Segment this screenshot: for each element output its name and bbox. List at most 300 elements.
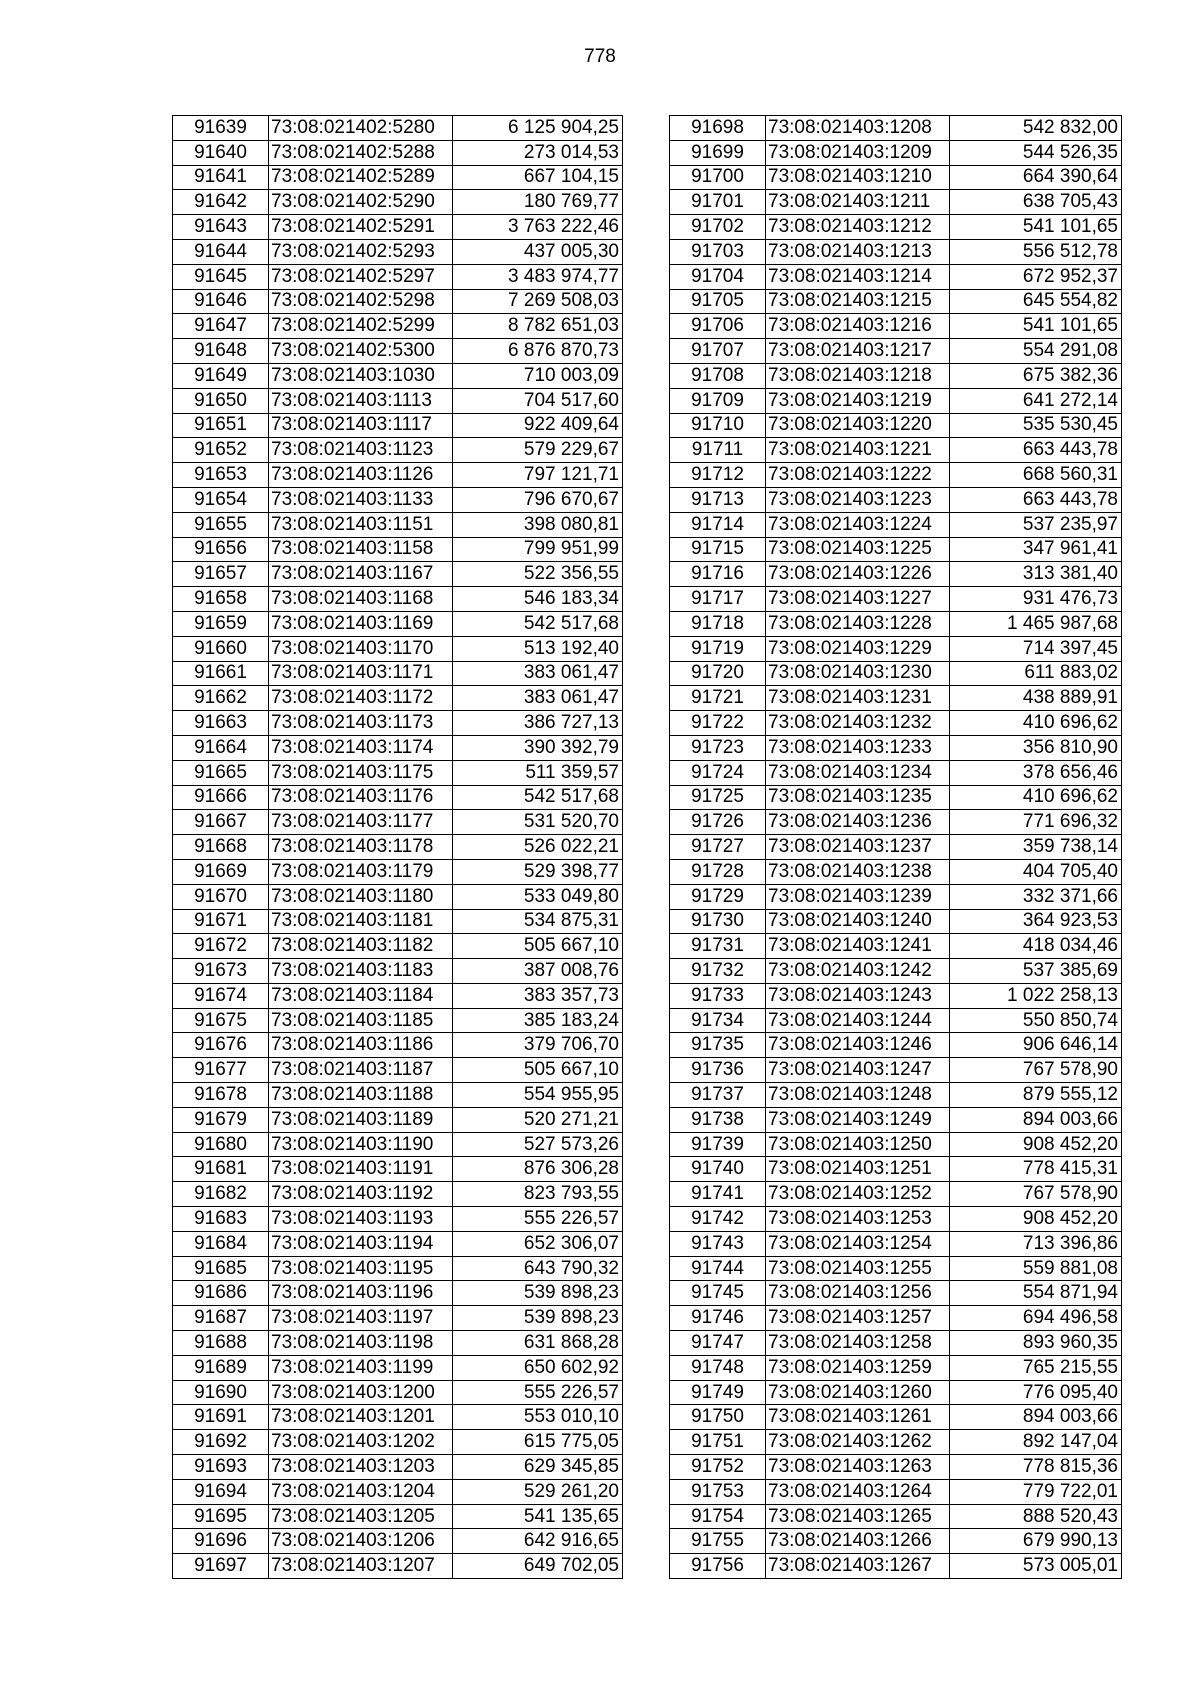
cadastral-value-cell: 663 443,78 xyxy=(950,438,1122,463)
table-row xyxy=(173,760,623,785)
cadastral-number-cell: 73:08:021403:1209 xyxy=(766,140,950,165)
table-row xyxy=(173,264,623,289)
cadastral-value-cell: 364 923,53 xyxy=(950,909,1122,934)
cadastral-number-cell: 73:08:021403:1196 xyxy=(269,1281,453,1306)
cadastral-value-cell: 922 409,64 xyxy=(453,413,623,438)
cadastral-number-cell: 73:08:021402:5289 xyxy=(269,165,453,190)
cadastral-value-cell: 438 889,91 xyxy=(950,686,1122,711)
table-row xyxy=(670,487,1122,512)
table-row xyxy=(173,239,623,264)
row-number-cell: 91745 xyxy=(670,1281,766,1306)
cadastral-value-cell: 410 696,62 xyxy=(950,711,1122,736)
cadastral-value-cell: 533 049,80 xyxy=(453,884,623,909)
row-number-cell: 91696 xyxy=(173,1529,269,1554)
cadastral-number-cell: 73:08:021403:1167 xyxy=(269,562,453,587)
table-row xyxy=(670,512,1122,537)
row-number-cell: 91750 xyxy=(670,1405,766,1430)
table-row xyxy=(670,116,1122,141)
cadastral-value-cell: 541 101,65 xyxy=(950,314,1122,339)
cadastral-number-cell: 73:08:021403:1210 xyxy=(766,165,950,190)
cadastral-number-cell: 73:08:021403:1213 xyxy=(766,239,950,264)
cadastral-number-cell: 73:08:021403:1199 xyxy=(269,1355,453,1380)
cadastral-number-cell: 73:08:021403:1246 xyxy=(766,1033,950,1058)
table-row xyxy=(670,636,1122,661)
cadastral-number-cell: 73:08:021403:1211 xyxy=(766,190,950,215)
cadastral-value-cell: 642 916,65 xyxy=(453,1529,623,1554)
table-row xyxy=(670,983,1122,1008)
row-number-cell: 91732 xyxy=(670,959,766,984)
cadastral-value-cell: 778 815,36 xyxy=(950,1455,1122,1480)
row-number-cell: 91699 xyxy=(670,140,766,165)
cadastral-number-cell: 73:08:021403:1186 xyxy=(269,1033,453,1058)
cadastral-number-cell: 73:08:021403:1222 xyxy=(766,463,950,488)
table-row xyxy=(670,1430,1122,1455)
cadastral-number-cell: 73:08:021403:1190 xyxy=(269,1132,453,1157)
table-row xyxy=(670,1207,1122,1232)
cadastral-number-cell: 73:08:021403:1197 xyxy=(269,1306,453,1331)
table-row xyxy=(173,339,623,364)
table-row xyxy=(670,661,1122,686)
row-number-cell: 91667 xyxy=(173,810,269,835)
row-number-cell: 91716 xyxy=(670,562,766,587)
cadastral-value-cell: 1 465 987,68 xyxy=(950,611,1122,636)
cadastral-value-cell: 629 345,85 xyxy=(453,1455,623,1480)
table-row xyxy=(670,140,1122,165)
cadastral-number-cell: 73:08:021402:5298 xyxy=(269,289,453,314)
cadastral-number-cell: 73:08:021403:1203 xyxy=(269,1455,453,1480)
cadastral-value-cell: 437 005,30 xyxy=(453,239,623,264)
table-row xyxy=(670,959,1122,984)
cadastral-number-cell: 73:08:021403:1253 xyxy=(766,1207,950,1232)
cadastral-number-cell: 73:08:021402:5288 xyxy=(269,140,453,165)
cadastral-value-cell: 522 356,55 xyxy=(453,562,623,587)
row-number-cell: 91697 xyxy=(173,1554,269,1579)
row-number-cell: 91743 xyxy=(670,1231,766,1256)
row-number-cell: 91714 xyxy=(670,512,766,537)
table-row xyxy=(670,438,1122,463)
row-number-cell: 91666 xyxy=(173,785,269,810)
cadastral-number-cell: 73:08:021403:1239 xyxy=(766,884,950,909)
row-number-cell: 91682 xyxy=(173,1182,269,1207)
cadastral-value-cell: 611 883,02 xyxy=(950,661,1122,686)
cadastral-number-cell: 73:08:021403:1230 xyxy=(766,661,950,686)
cadastral-value-cell: 771 696,32 xyxy=(950,810,1122,835)
table-row xyxy=(173,1355,623,1380)
table-row xyxy=(670,934,1122,959)
cadastral-value-cell: 537 385,69 xyxy=(950,959,1122,984)
table-row xyxy=(670,1182,1122,1207)
row-number-cell: 91687 xyxy=(173,1306,269,1331)
cadastral-value-cell: 542 517,68 xyxy=(453,785,623,810)
table-row xyxy=(173,537,623,562)
table-row xyxy=(173,140,623,165)
cadastral-number-cell: 73:08:021403:1201 xyxy=(269,1405,453,1430)
table-row xyxy=(173,1405,623,1430)
cadastral-number-cell: 73:08:021403:1204 xyxy=(269,1479,453,1504)
cadastral-number-cell: 73:08:021403:1227 xyxy=(766,587,950,612)
row-number-cell: 91653 xyxy=(173,463,269,488)
cadastral-value-cell: 180 769,77 xyxy=(453,190,623,215)
row-number-cell: 91679 xyxy=(173,1107,269,1132)
cadastral-value-cell: 931 476,73 xyxy=(950,587,1122,612)
cadastral-value-cell: 796 670,67 xyxy=(453,487,623,512)
cadastral-value-cell: 387 008,76 xyxy=(453,959,623,984)
cadastral-value-cell: 631 868,28 xyxy=(453,1331,623,1356)
row-number-cell: 91719 xyxy=(670,636,766,661)
cadastral-number-cell: 73:08:021403:1183 xyxy=(269,959,453,984)
cadastral-value-cell: 556 512,78 xyxy=(950,239,1122,264)
left-table xyxy=(172,115,623,1579)
cadastral-number-cell: 73:08:021403:1151 xyxy=(269,512,453,537)
cadastral-number-cell: 73:08:021403:1192 xyxy=(269,1182,453,1207)
cadastral-value-cell: 652 306,07 xyxy=(453,1231,623,1256)
cadastral-number-cell: 73:08:021403:1202 xyxy=(269,1430,453,1455)
row-number-cell: 91710 xyxy=(670,413,766,438)
cadastral-number-cell: 73:08:021403:1177 xyxy=(269,810,453,835)
cadastral-value-cell: 714 397,45 xyxy=(950,636,1122,661)
table-row xyxy=(670,537,1122,562)
cadastral-value-cell: 767 578,90 xyxy=(950,1182,1122,1207)
table-row xyxy=(173,785,623,810)
cadastral-value-cell: 511 359,57 xyxy=(453,760,623,785)
cadastral-value-cell: 799 951,99 xyxy=(453,537,623,562)
cadastral-value-cell: 383 061,47 xyxy=(453,686,623,711)
table-row xyxy=(173,636,623,661)
row-number-cell: 91704 xyxy=(670,264,766,289)
cadastral-number-cell: 73:08:021403:1171 xyxy=(269,661,453,686)
row-number-cell: 91685 xyxy=(173,1256,269,1281)
cadastral-number-cell: 73:08:021403:1181 xyxy=(269,909,453,934)
table-row xyxy=(173,1380,623,1405)
table-row xyxy=(670,314,1122,339)
row-number-cell: 91683 xyxy=(173,1207,269,1232)
table-row xyxy=(173,1529,623,1554)
row-number-cell: 91663 xyxy=(173,711,269,736)
cadastral-value-cell: 675 382,36 xyxy=(950,363,1122,388)
table-row xyxy=(670,1380,1122,1405)
cadastral-number-cell: 73:08:021402:5280 xyxy=(269,116,453,141)
cadastral-value-cell: 579 229,67 xyxy=(453,438,623,463)
cadastral-value-cell: 546 183,34 xyxy=(453,587,623,612)
cadastral-value-cell: 710 003,09 xyxy=(453,363,623,388)
table-row xyxy=(670,1083,1122,1108)
row-number-cell: 91672 xyxy=(173,934,269,959)
row-number-cell: 91738 xyxy=(670,1107,766,1132)
cadastral-value-cell: 332 371,66 xyxy=(950,884,1122,909)
cadastral-number-cell: 73:08:021403:1195 xyxy=(269,1256,453,1281)
cadastral-number-cell: 73:08:021403:1030 xyxy=(269,363,453,388)
cadastral-value-cell: 418 034,46 xyxy=(950,934,1122,959)
cadastral-number-cell: 73:08:021403:1235 xyxy=(766,785,950,810)
table-row xyxy=(173,413,623,438)
cadastral-number-cell: 73:08:021403:1200 xyxy=(269,1380,453,1405)
row-number-cell: 91734 xyxy=(670,1008,766,1033)
cadastral-number-cell: 73:08:021403:1254 xyxy=(766,1231,950,1256)
row-number-cell: 91712 xyxy=(670,463,766,488)
row-number-cell: 91718 xyxy=(670,611,766,636)
row-number-cell: 91741 xyxy=(670,1182,766,1207)
row-number-cell: 91644 xyxy=(173,239,269,264)
table-row xyxy=(670,1405,1122,1430)
cadastral-value-cell: 638 705,43 xyxy=(950,190,1122,215)
cadastral-number-cell: 73:08:021403:1198 xyxy=(269,1331,453,1356)
cadastral-number-cell: 73:08:021403:1189 xyxy=(269,1107,453,1132)
cadastral-value-cell: 650 602,92 xyxy=(453,1355,623,1380)
row-number-cell: 91736 xyxy=(670,1058,766,1083)
table-row xyxy=(670,388,1122,413)
cadastral-number-cell: 73:08:021403:1184 xyxy=(269,983,453,1008)
row-number-cell: 91660 xyxy=(173,636,269,661)
cadastral-value-cell: 553 010,10 xyxy=(453,1405,623,1430)
table-row xyxy=(670,562,1122,587)
row-number-cell: 91655 xyxy=(173,512,269,537)
row-number-cell: 91678 xyxy=(173,1083,269,1108)
row-number-cell: 91713 xyxy=(670,487,766,512)
table-row xyxy=(670,810,1122,835)
cadastral-number-cell: 73:08:021403:1264 xyxy=(766,1479,950,1504)
cadastral-value-cell: 797 121,71 xyxy=(453,463,623,488)
cadastral-value-cell: 559 881,08 xyxy=(950,1256,1122,1281)
cadastral-value-cell: 645 554,82 xyxy=(950,289,1122,314)
table-row xyxy=(173,835,623,860)
table-row xyxy=(173,512,623,537)
cadastral-number-cell: 73:08:021403:1193 xyxy=(269,1207,453,1232)
row-number-cell: 91708 xyxy=(670,363,766,388)
row-number-cell: 91639 xyxy=(173,116,269,141)
row-number-cell: 91640 xyxy=(173,140,269,165)
cadastral-value-cell: 404 705,40 xyxy=(950,859,1122,884)
cadastral-value-cell: 550 850,74 xyxy=(950,1008,1122,1033)
table-row xyxy=(670,1033,1122,1058)
row-number-cell: 91689 xyxy=(173,1355,269,1380)
cadastral-number-cell: 73:08:021403:1113 xyxy=(269,388,453,413)
row-number-cell: 91748 xyxy=(670,1355,766,1380)
cadastral-number-cell: 73:08:021403:1188 xyxy=(269,1083,453,1108)
cadastral-number-cell: 73:08:021403:1218 xyxy=(766,363,950,388)
table-row xyxy=(173,909,623,934)
cadastral-number-cell: 73:08:021403:1180 xyxy=(269,884,453,909)
cadastral-number-cell: 73:08:021403:1187 xyxy=(269,1058,453,1083)
row-number-cell: 91684 xyxy=(173,1231,269,1256)
row-number-cell: 91717 xyxy=(670,587,766,612)
table-row xyxy=(173,859,623,884)
cadastral-number-cell: 73:08:021402:5290 xyxy=(269,190,453,215)
cadastral-value-cell: 313 381,40 xyxy=(950,562,1122,587)
row-number-cell: 91690 xyxy=(173,1380,269,1405)
table-row xyxy=(173,1331,623,1356)
cadastral-value-cell: 542 517,68 xyxy=(453,611,623,636)
row-number-cell: 91650 xyxy=(173,388,269,413)
cadastral-number-cell: 73:08:021403:1232 xyxy=(766,711,950,736)
table-row xyxy=(670,264,1122,289)
row-number-cell: 91648 xyxy=(173,339,269,364)
cadastral-number-cell: 73:08:021403:1259 xyxy=(766,1355,950,1380)
row-number-cell: 91700 xyxy=(670,165,766,190)
row-number-cell: 91755 xyxy=(670,1529,766,1554)
cadastral-value-cell: 894 003,66 xyxy=(950,1107,1122,1132)
row-number-cell: 91746 xyxy=(670,1306,766,1331)
table-row xyxy=(173,884,623,909)
cadastral-number-cell: 73:08:021403:1215 xyxy=(766,289,950,314)
cadastral-number-cell: 73:08:021403:1263 xyxy=(766,1455,950,1480)
row-number-cell: 91707 xyxy=(670,339,766,364)
row-number-cell: 91657 xyxy=(173,562,269,587)
cadastral-number-cell: 73:08:021403:1234 xyxy=(766,760,950,785)
cadastral-number-cell: 73:08:021403:1242 xyxy=(766,959,950,984)
row-number-cell: 91656 xyxy=(173,537,269,562)
table-row xyxy=(173,215,623,240)
cadastral-number-cell: 73:08:021403:1212 xyxy=(766,215,950,240)
cadastral-value-cell: 555 226,57 xyxy=(453,1207,623,1232)
cadastral-value-cell: 531 520,70 xyxy=(453,810,623,835)
cadastral-number-cell: 73:08:021403:1249 xyxy=(766,1107,950,1132)
table-row xyxy=(173,1281,623,1306)
cadastral-value-cell: 765 215,55 xyxy=(950,1355,1122,1380)
cadastral-value-cell: 906 646,14 xyxy=(950,1033,1122,1058)
cadastral-value-cell: 386 727,13 xyxy=(453,711,623,736)
cadastral-value-cell: 539 898,23 xyxy=(453,1306,623,1331)
table-row xyxy=(670,587,1122,612)
table-row xyxy=(173,438,623,463)
table-row xyxy=(173,289,623,314)
cadastral-value-cell: 542 832,00 xyxy=(950,116,1122,141)
table-row xyxy=(670,463,1122,488)
table-row xyxy=(670,339,1122,364)
table-row xyxy=(173,686,623,711)
row-number-cell: 91664 xyxy=(173,735,269,760)
table-row xyxy=(173,1157,623,1182)
table-row xyxy=(670,1529,1122,1554)
cadastral-number-cell: 73:08:021403:1117 xyxy=(269,413,453,438)
cadastral-value-cell: 534 875,31 xyxy=(453,909,623,934)
cadastral-number-cell: 73:08:021403:1216 xyxy=(766,314,950,339)
row-number-cell: 91756 xyxy=(670,1554,766,1579)
row-number-cell: 91725 xyxy=(670,785,766,810)
cadastral-number-cell: 73:08:021403:1179 xyxy=(269,859,453,884)
cadastral-value-cell: 390 392,79 xyxy=(453,735,623,760)
row-number-cell: 91752 xyxy=(670,1455,766,1480)
row-number-cell: 91665 xyxy=(173,760,269,785)
table-row xyxy=(173,983,623,1008)
table-row xyxy=(670,1107,1122,1132)
row-number-cell: 91649 xyxy=(173,363,269,388)
table-row xyxy=(173,1430,623,1455)
cadastral-value-cell: 879 555,12 xyxy=(950,1083,1122,1108)
cadastral-value-cell: 908 452,20 xyxy=(950,1132,1122,1157)
row-number-cell: 91643 xyxy=(173,215,269,240)
cadastral-number-cell: 73:08:021402:5300 xyxy=(269,339,453,364)
cadastral-value-cell: 668 560,31 xyxy=(950,463,1122,488)
table-row xyxy=(670,363,1122,388)
table-row xyxy=(670,711,1122,736)
row-number-cell: 91681 xyxy=(173,1157,269,1182)
table-row xyxy=(173,165,623,190)
cadastral-number-cell: 73:08:021403:1214 xyxy=(766,264,950,289)
cadastral-value-cell: 529 398,77 xyxy=(453,859,623,884)
table-row xyxy=(670,1355,1122,1380)
table-row xyxy=(173,661,623,686)
cadastral-value-cell: 410 696,62 xyxy=(950,785,1122,810)
cadastral-value-cell: 1 022 258,13 xyxy=(950,983,1122,1008)
row-number-cell: 91735 xyxy=(670,1033,766,1058)
row-number-cell: 91677 xyxy=(173,1058,269,1083)
table-row xyxy=(173,711,623,736)
cadastral-value-cell: 641 272,14 xyxy=(950,388,1122,413)
row-number-cell: 91642 xyxy=(173,190,269,215)
row-number-cell: 91670 xyxy=(173,884,269,909)
cadastral-number-cell: 73:08:021403:1238 xyxy=(766,859,950,884)
row-number-cell: 91694 xyxy=(173,1479,269,1504)
cadastral-value-cell: 7 269 508,03 xyxy=(453,289,623,314)
cadastral-number-cell: 73:08:021403:1229 xyxy=(766,636,950,661)
cadastral-value-cell: 347 961,41 xyxy=(950,537,1122,562)
cadastral-value-cell: 379 706,70 xyxy=(453,1033,623,1058)
table-row xyxy=(173,934,623,959)
row-number-cell: 91753 xyxy=(670,1479,766,1504)
row-number-cell: 91727 xyxy=(670,835,766,860)
table-row xyxy=(173,1107,623,1132)
cadastral-number-cell: 73:08:021403:1224 xyxy=(766,512,950,537)
cadastral-value-cell: 767 578,90 xyxy=(950,1058,1122,1083)
row-number-cell: 91686 xyxy=(173,1281,269,1306)
row-number-cell: 91722 xyxy=(670,711,766,736)
row-number-cell: 91747 xyxy=(670,1331,766,1356)
table-row xyxy=(173,1207,623,1232)
cadastral-number-cell: 73:08:021403:1185 xyxy=(269,1008,453,1033)
cadastral-value-cell: 6 876 870,73 xyxy=(453,339,623,364)
cadastral-value-cell: 779 722,01 xyxy=(950,1479,1122,1504)
cadastral-value-cell: 672 952,37 xyxy=(950,264,1122,289)
table-row xyxy=(173,735,623,760)
row-number-cell: 91729 xyxy=(670,884,766,909)
cadastral-value-cell: 535 530,45 xyxy=(950,413,1122,438)
table-row xyxy=(670,215,1122,240)
row-number-cell: 91652 xyxy=(173,438,269,463)
table-row xyxy=(670,1554,1122,1579)
table-row xyxy=(670,1008,1122,1033)
cadastral-number-cell: 73:08:021403:1257 xyxy=(766,1306,950,1331)
cadastral-value-cell: 713 396,86 xyxy=(950,1231,1122,1256)
row-number-cell: 91740 xyxy=(670,1157,766,1182)
cadastral-value-cell: 398 080,81 xyxy=(453,512,623,537)
row-number-cell: 91647 xyxy=(173,314,269,339)
cadastral-number-cell: 73:08:021403:1250 xyxy=(766,1132,950,1157)
cadastral-value-cell: 667 104,15 xyxy=(453,165,623,190)
table-row xyxy=(173,1008,623,1033)
table-row xyxy=(173,388,623,413)
cadastral-value-cell: 892 147,04 xyxy=(950,1430,1122,1455)
table-row xyxy=(173,1231,623,1256)
cadastral-value-cell: 649 702,05 xyxy=(453,1554,623,1579)
table-row xyxy=(670,239,1122,264)
cadastral-value-cell: 359 738,14 xyxy=(950,835,1122,860)
table-row xyxy=(173,116,623,141)
row-number-cell: 91692 xyxy=(173,1430,269,1455)
table-row xyxy=(670,785,1122,810)
cadastral-value-cell: 573 005,01 xyxy=(950,1554,1122,1579)
cadastral-value-cell: 541 101,65 xyxy=(950,215,1122,240)
table-row xyxy=(670,1157,1122,1182)
row-number-cell: 91674 xyxy=(173,983,269,1008)
row-number-cell: 91739 xyxy=(670,1132,766,1157)
cadastral-number-cell: 73:08:021403:1170 xyxy=(269,636,453,661)
cadastral-number-cell: 73:08:021403:1225 xyxy=(766,537,950,562)
table-row xyxy=(173,1306,623,1331)
cadastral-number-cell: 73:08:021403:1206 xyxy=(269,1529,453,1554)
cadastral-number-cell: 73:08:021403:1231 xyxy=(766,686,950,711)
cadastral-number-cell: 73:08:021403:1123 xyxy=(269,438,453,463)
table-row xyxy=(173,1504,623,1529)
